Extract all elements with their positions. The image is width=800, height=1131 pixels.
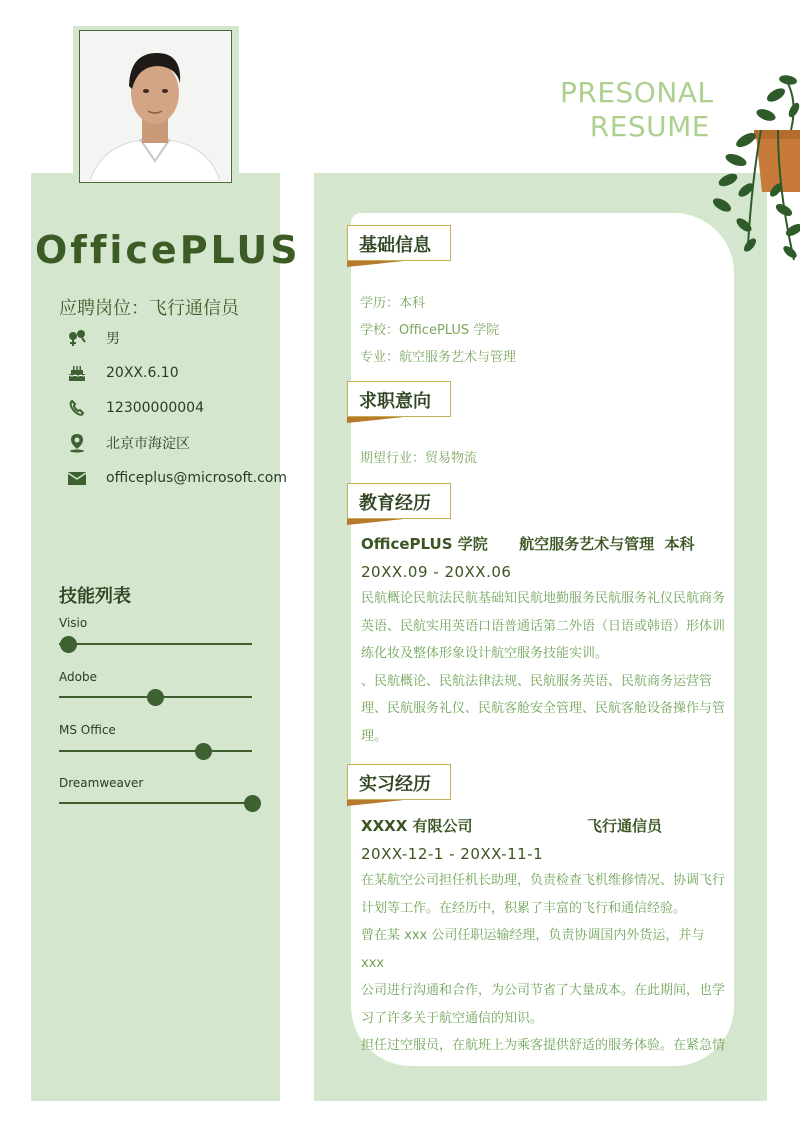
info-row-email	[65, 466, 287, 490]
internship-line: 习了许多关于航空通信的知识。	[361, 1010, 544, 1026]
skill-bar-adobe	[59, 696, 252, 698]
birthday-value: 20XX.6.10	[106, 365, 179, 381]
skill-knob	[60, 636, 77, 653]
resume-title	[560, 76, 714, 144]
section-title: 求职意向	[359, 391, 431, 412]
info-row-birthday	[65, 361, 179, 385]
section-header-basic-info	[347, 225, 457, 277]
education-level: 学历：本科	[360, 296, 426, 311]
info-row-phone	[65, 396, 204, 420]
resume-title-line1: PRESONAL	[560, 76, 714, 109]
major-name: 专业：航空服务艺术与管理	[360, 350, 517, 365]
education-description	[361, 585, 726, 750]
skills-title: 技能列表	[59, 586, 131, 607]
internship-line: 担任过空服员，在航班上为乘客提供舒适的服务体验。在紧急情	[361, 1038, 726, 1053]
internship-company: XXXX 有限公司	[361, 817, 473, 835]
address-value: 北京市海淀区	[106, 436, 190, 452]
email-value: officeplus@microsoft.com	[106, 470, 287, 486]
section-title: 实习经历	[359, 774, 431, 795]
school-name: 学校：OfficePLUS 学院	[360, 323, 500, 338]
mail-icon	[65, 466, 89, 490]
section-title: 教育经历	[359, 493, 431, 514]
phone-icon	[65, 396, 89, 420]
section-header-intention	[347, 381, 457, 433]
skill-label-dreamweaver: Dreamweaver	[59, 776, 144, 790]
education-date: 20XX.09 - 20XX.06	[361, 563, 512, 581]
resume-title-line2: RESUME	[589, 110, 710, 143]
section-header-internship	[347, 764, 457, 816]
info-row-address	[65, 431, 190, 455]
internship-line: 曾在某 xxx 公司任职运输经理，负责协调国内外货运，并与 xxx	[361, 928, 705, 971]
skill-knob	[147, 689, 164, 706]
internship-description	[361, 867, 726, 1060]
education-school-line: OfficePLUS 学院 航空服务艺术与管理 本科	[361, 535, 695, 553]
education-line: 练化妆及整体形象设计航空服务技能实训。	[361, 646, 609, 661]
internship-line: 计划等工作。在经历中，积累了丰富的飞行和通信经验。	[361, 900, 687, 916]
profile-photo	[79, 30, 232, 183]
skill-knob	[244, 795, 261, 812]
skill-label-adobe: Adobe	[59, 670, 97, 684]
internship-line: 在某航空公司担任机长助理，负责检查飞机维修情况、协调飞行	[361, 873, 726, 888]
education-line: 、民航概论、民航法律法规、民航服务英语、民航商务运营管	[361, 673, 713, 689]
birthday-cake-icon	[65, 361, 89, 385]
internship-line: 公司进行沟通和合作，为公司节省了大量成本。在此期间，也学	[361, 983, 726, 998]
education-line: 理、民航服务礼仪、民航客舱安全管理、民航客舱设备操作与管	[361, 701, 726, 716]
applied-position: 应聘岗位：飞行通信员	[59, 298, 239, 319]
skill-label-visio: Visio	[59, 616, 88, 630]
internship-role: 飞行通信员	[587, 817, 663, 835]
location-pin-icon	[65, 431, 89, 455]
gender-icon	[65, 326, 89, 350]
education-line: 理。	[361, 728, 388, 744]
info-row-gender	[65, 326, 120, 350]
skill-bar-dreamweaver	[59, 802, 252, 804]
skill-bar-msoffice	[59, 750, 252, 752]
internship-date: 20XX-12-1 - 20XX-11-1	[361, 845, 544, 863]
skill-knob	[195, 743, 212, 760]
skill-bar-visio	[59, 643, 252, 645]
education-line: 英语、民航实用英语口语普通话第二外语（日语或韩语）形体训	[361, 618, 726, 634]
gender-value: 男	[106, 331, 120, 347]
section-title: 基础信息	[359, 235, 431, 256]
applicant-name: OfficePLUS	[35, 228, 301, 272]
section-header-education	[347, 483, 457, 535]
education-line: 民航概论民航法民航基础知民航地勤服务民航服务礼仪民航商务	[361, 591, 726, 606]
phone-value: 12300000004	[106, 400, 204, 416]
hanging-plant-icon	[706, 70, 800, 270]
expected-industry: 期望行业：贸易物流	[360, 451, 478, 466]
skill-label-msoffice: MS Office	[59, 723, 116, 737]
